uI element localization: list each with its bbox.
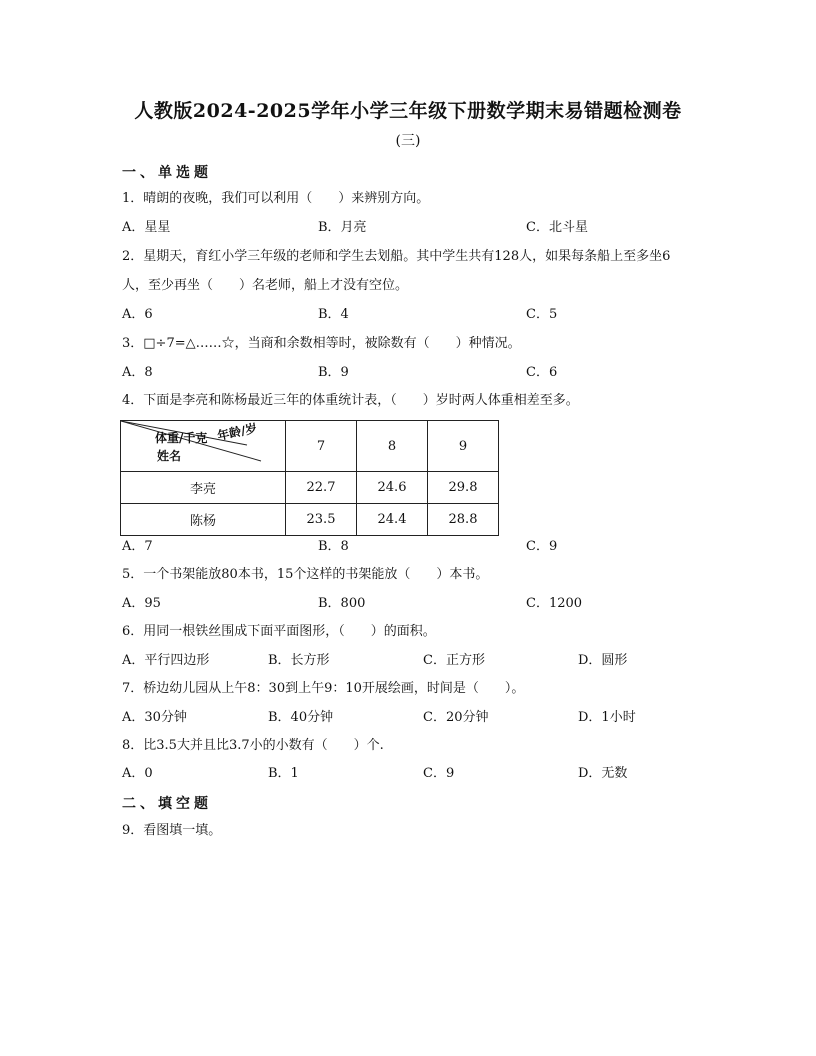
question-2-text: 2．星期天，育红小学三年级的老师和学生去划船。其中学生共有128人，如果每条船上至多坐6: [122, 249, 671, 264]
question-3-option-c: C．6: [526, 365, 558, 380]
question-8-option-a: A．0: [122, 766, 153, 781]
question-7-option-d: D．1小时: [578, 710, 636, 725]
question-6-text: 6．用同一根铁丝围成下面平面图形，（ ）的面积。: [122, 624, 436, 639]
question-7-option-b: B．40分钟: [268, 710, 334, 725]
question-4-text: 4．下面是李亮和陈杨最近三年的体重统计表，（ ）岁时两人体重相差至多。: [122, 393, 579, 408]
section-heading-single-choice: 一、单选题: [122, 165, 212, 181]
question-4-option-b: B．8: [318, 539, 349, 554]
question-1-option-c: C．北斗星: [526, 220, 588, 235]
question-5-option-a: A．95: [122, 596, 161, 611]
exam-subtitle: (三): [395, 133, 421, 149]
question-7-option-c: C．20分钟: [423, 710, 489, 725]
header-age-label: 年龄/岁: [216, 420, 259, 444]
question-5-option-c: C．1200: [526, 596, 583, 611]
question-7-text: 7．桥边幼儿园从上午8：30到上午9：10开展绘画，时间是（ ）。: [122, 681, 525, 696]
question-3-option-b: B．9: [318, 365, 349, 380]
question-4-option-c: C．9: [526, 539, 558, 554]
cell-chenyang-9: 28.8: [428, 504, 499, 536]
cell-liliang-7: 22.7: [286, 472, 357, 504]
age-header-9: 9: [428, 421, 499, 472]
row-name-liliang: 李亮: [121, 472, 286, 504]
question-1-option-a: A．星星: [122, 220, 171, 235]
question-8-option-c: C．9: [423, 766, 455, 781]
question-8-option-b: B．1: [268, 766, 299, 781]
question-3-option-a: A．8: [122, 365, 153, 380]
question-7-option-a: A．30分钟: [122, 710, 187, 725]
table-diagonal-header: [121, 421, 286, 472]
question-8-option-d: D．无数: [578, 766, 628, 781]
question-5-text: 5．一个书架能放80本书，15个这样的书架能放（ ）本书。: [122, 567, 489, 582]
exam-title: 人教版2024-2025学年小学三年级下册数学期末易错题检测卷: [134, 100, 682, 122]
question-6-option-b: B．长方形: [268, 653, 330, 668]
question-8-text: 8．比3.5大并且比3.7小的小数有（ ）个.: [122, 738, 384, 753]
age-header-8: 8: [357, 421, 428, 472]
table-row: [121, 472, 499, 504]
question-3-text: 3．□÷7=△……☆，当商和余数相等时，被除数有（ ）种情况。: [122, 336, 521, 351]
question-2-text-continued: 人，至少再坐（ ）名老师，船上才没有空位。: [122, 278, 409, 293]
weight-table: [120, 420, 499, 536]
cell-chenyang-8: 24.4: [357, 504, 428, 536]
question-5-option-b: B．800: [318, 596, 366, 611]
header-name-label: 姓名: [157, 449, 182, 463]
question-2-option-b: B．4: [318, 307, 349, 322]
question-1-option-b: B．月亮: [318, 220, 367, 235]
question-2-option-a: A．6: [122, 307, 153, 322]
cell-chenyang-7: 23.5: [286, 504, 357, 536]
question-2-option-c: C．5: [526, 307, 558, 322]
question-6-option-d: D．圆形: [578, 653, 628, 668]
question-9-text: 9．看图填一填。: [122, 823, 222, 838]
header-weight-label: 体重/千克: [155, 431, 208, 445]
section-heading-fill-in: 二、填空题: [122, 796, 212, 812]
question-6-option-c: C．正方形: [423, 653, 485, 668]
row-name-chenyang: 陈杨: [121, 504, 286, 536]
cell-liliang-8: 24.6: [357, 472, 428, 504]
age-header-7: 7: [286, 421, 357, 472]
question-6-option-a: A．平行四边形: [122, 653, 210, 668]
question-4-option-a: A．7: [122, 539, 153, 554]
question-1-text: 1．晴朗的夜晚，我们可以利用（ ）来辨别方向。: [122, 191, 430, 206]
cell-liliang-9: 29.8: [428, 472, 499, 504]
table-row: [121, 504, 499, 536]
